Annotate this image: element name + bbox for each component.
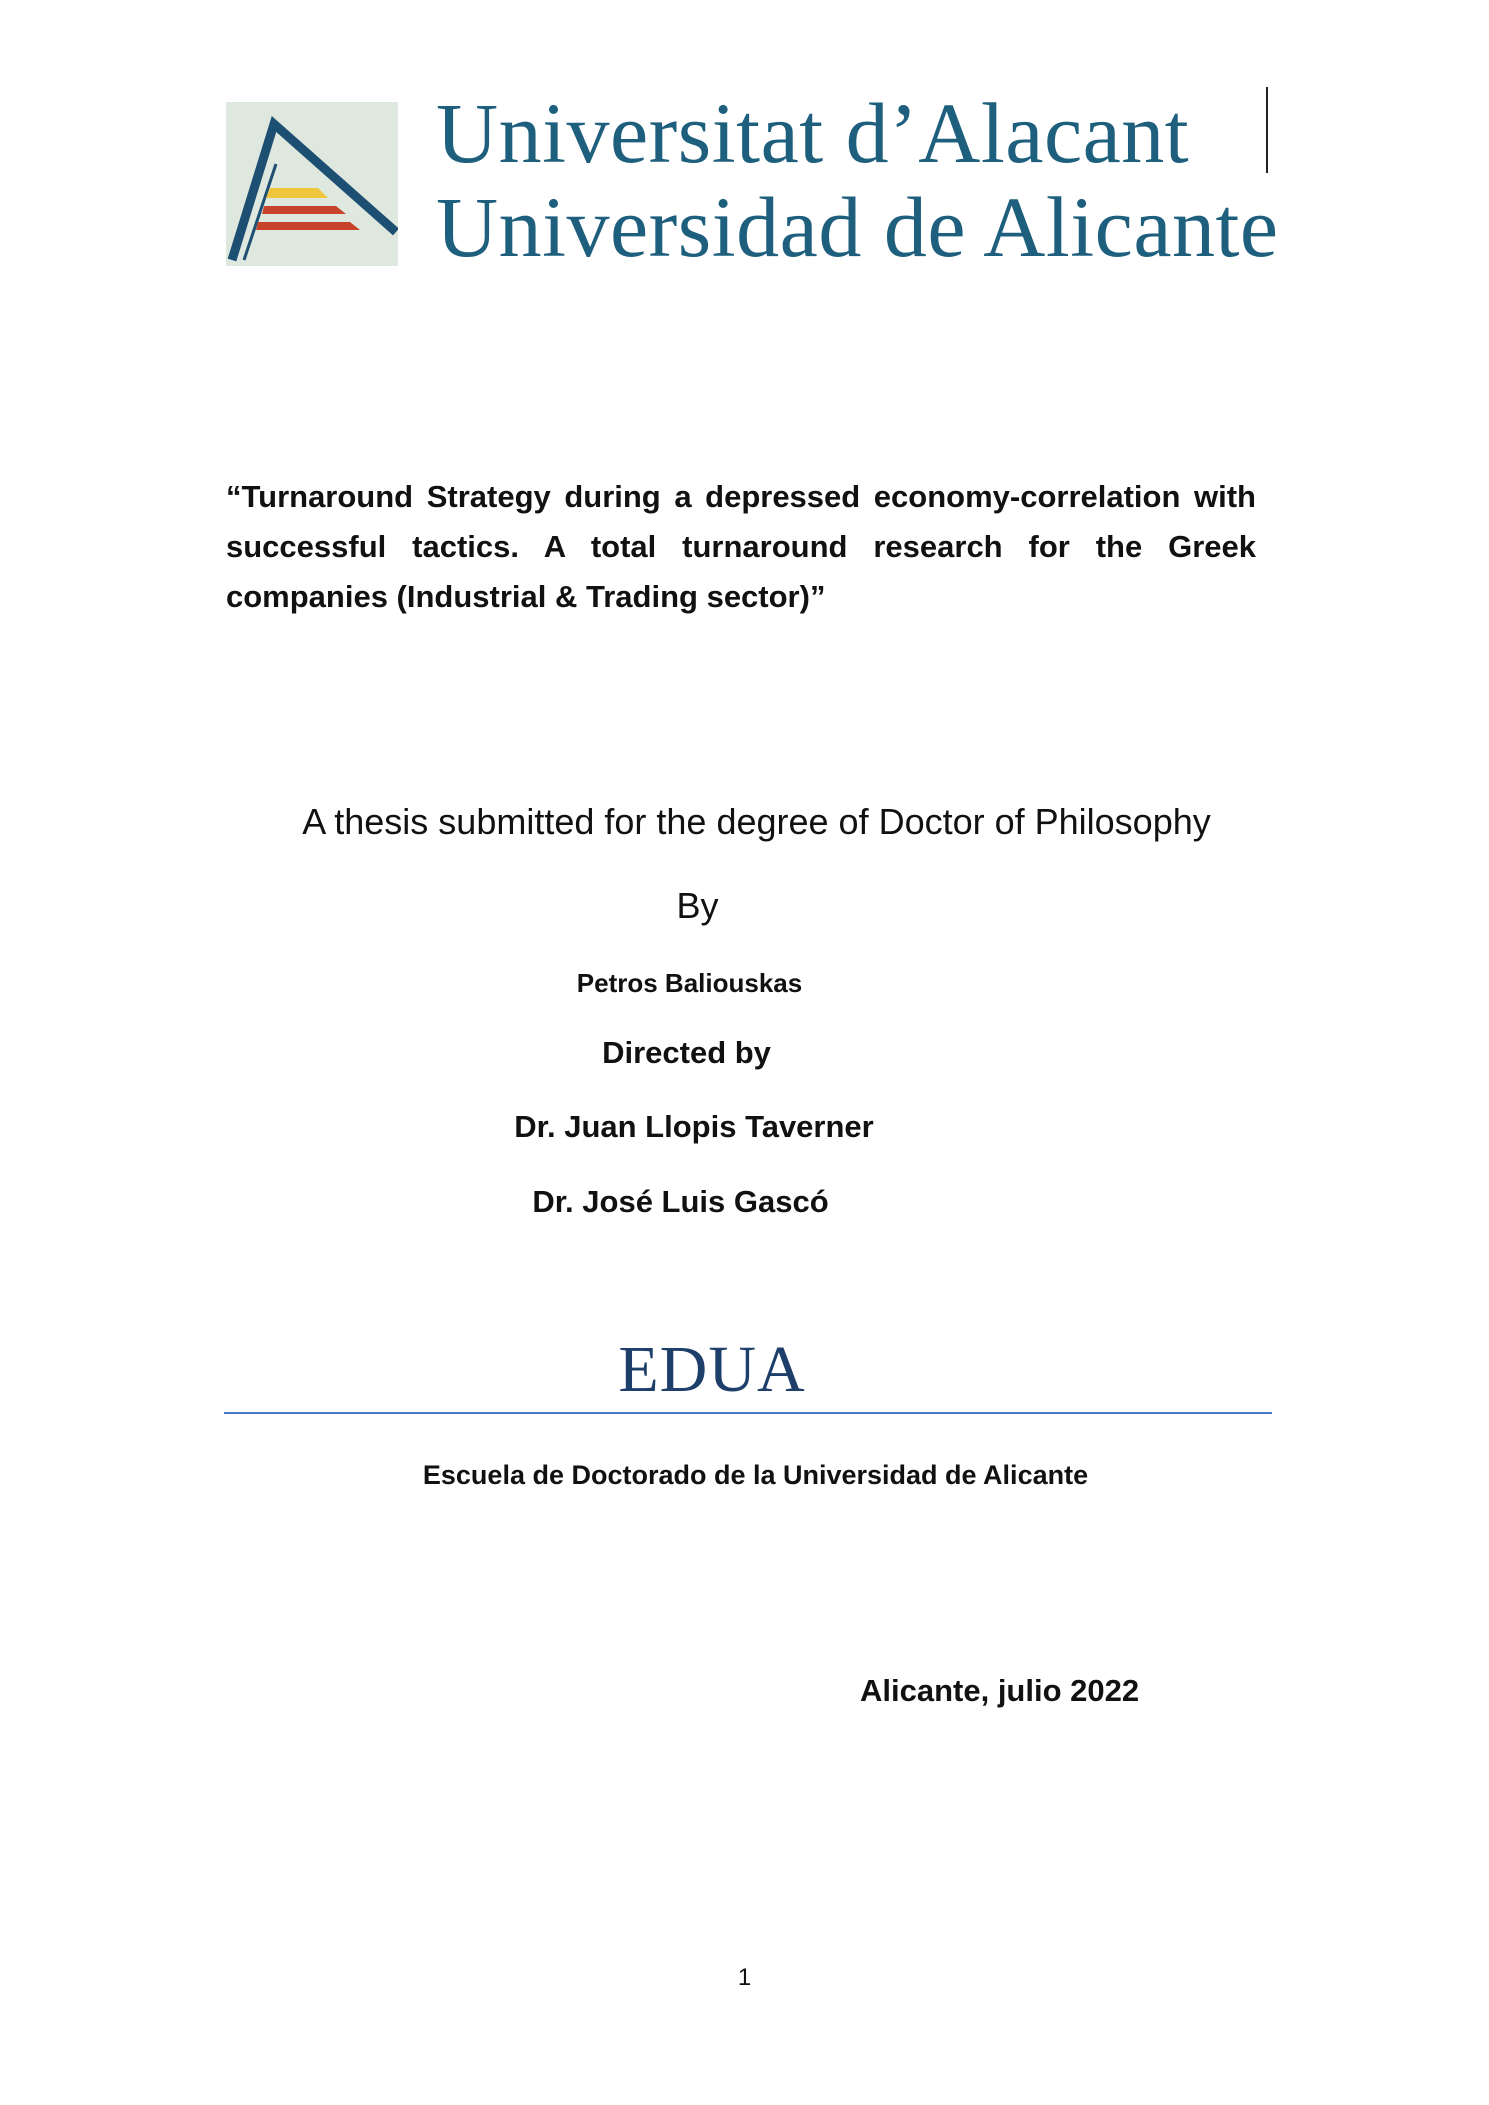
- logo-divider: [1266, 87, 1268, 173]
- degree-statement: A thesis submitted for the degree of Doctor of Philosophy: [302, 801, 1211, 842]
- by-label: By: [676, 885, 719, 926]
- director-name: Dr. José Luis Gascó: [532, 1184, 829, 1219]
- university-name-spanish: Universidad de Alicante: [436, 179, 1279, 275]
- page-number: 1: [737, 1964, 752, 1991]
- author-name: Petros Baliouskas: [576, 968, 803, 998]
- director-name: Dr. Juan Llopis Taverner: [514, 1109, 874, 1144]
- thesis-title: “Turnaround Strategy during a depressed economy-correlation with successful tactics. A total turnaround research for the Greek companies (Industrial & Trading sector)”: [226, 479, 1256, 614]
- university-logo: [226, 85, 1279, 275]
- place-and-date: Alicante, julio 2022: [860, 1673, 1140, 1708]
- edua-heading: EDUA: [618, 1333, 806, 1406]
- university-emblem-icon: [226, 102, 398, 266]
- edua-divider: [224, 1412, 1272, 1414]
- university-name-catalan: Universitat d’Alacant: [436, 85, 1190, 181]
- university-name: [436, 86, 1279, 274]
- directed-by-label: Directed by: [602, 1035, 771, 1070]
- doctoral-school: Escuela de Doctorado de la Universidad de Alicante: [422, 1460, 1089, 1490]
